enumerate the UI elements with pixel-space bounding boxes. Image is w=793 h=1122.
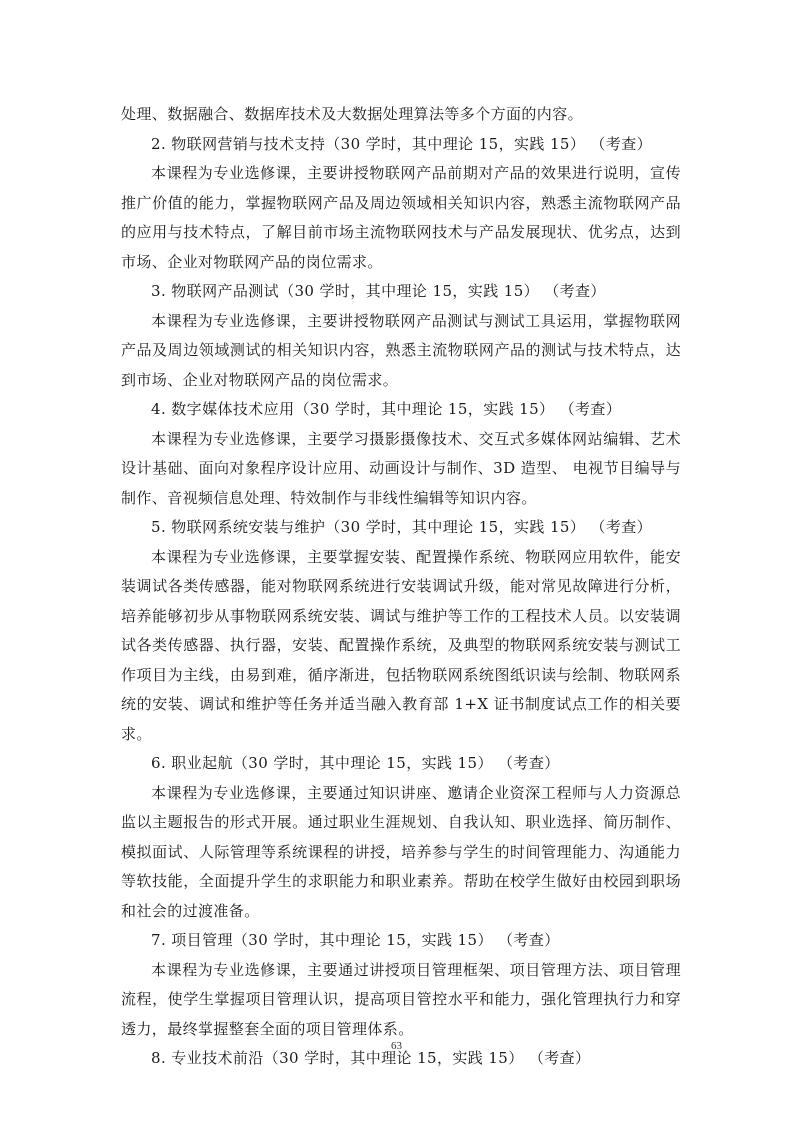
course-3-title: 3. 物联网产品测试（30 学时，其中理论 15，实践 15） （考查） — [151, 282, 606, 300]
course-8-title: 8. 专业技术前沿（30 学时，其中理论 15，实践 15） （考查） — [151, 1049, 591, 1067]
course-4-description: 本课程为专业选修课，主要学习摄影摄像技术、交互式多媒体网站编辑、艺术设计基础、面向对象程序设计应用、动画设计与制作、3D 造型、 电视节目编导与制作、音视频信息处理、特效制作与非线性编辑等知识内容。 — [121, 429, 681, 507]
intro-tail-paragraph: 处理、数据融合、数据库技术及大数据处理算法等多个方面的内容。 — [121, 105, 584, 123]
course-5-title: 5. 物联网系统安装与维护（30 学时，其中理论 15，实践 15） （考查） — [151, 518, 653, 536]
course-5-description: 本课程为专业选修课，主要掌握安装、配置操作系统、物联网应用软件，能安装调试各类传感器，能对物联网系统进行安装调试升级，能对常见故障进行分析，培养能够初步从事物联网系统安装、调试与维护等工作的工程技术人员。以安装调试各类传感器、执行器，安装、配置操作系统，及典型的物联网系统安装与测试工作项目为主线，由易到难，循序渐进，包括物联网系统图纸识读与绘制、物联网系统的安装、调试和维护等任务并适当融入教育部 1+X 证书制度试点工作的相关要求。 — [121, 547, 681, 743]
course-6-title: 6. 职业起航（30 学时，其中理论 15，实践 15） （考查） — [151, 754, 560, 772]
course-2-description: 本课程为专业选修课，主要讲授物联网产品前期对产品的效果进行说明，宣传推广价值的能力，掌握物联网产品及周边领域相关知识内容，熟悉主流物联网产品的应用与技术特点，了解目前市场主流物联网技术与产品发展现状、优劣点，达到市场、企业对物联网产品的岗位需求。 — [121, 164, 681, 271]
course-2-title: 2. 物联网营销与技术支持（30 学时，其中理论 15，实践 15） （考查） — [151, 134, 653, 153]
page-content — [121, 100, 681, 1074]
course-4-title: 4. 数字媒体技术应用（30 学时，其中理论 15，实践 15） （考查） — [151, 400, 622, 418]
page-number: 63 — [391, 1040, 402, 1052]
course-3-description: 本课程为专业选修课，主要讲授物联网产品测试与测试工具运用，掌握物联网产品及周边领域测试的相关知识内容，熟悉主流物联网产品的测试与技术特点，达到市场、企业对物联网产品的岗位需求。 — [121, 311, 681, 389]
course-7-description: 本课程为专业选修课，主要通过讲授项目管理框架、项目管理方法、项目管理流程，使学生掌握项目管理认识，提高项目管控水平和能力，强化管理执行力和穿透力，最终掌握整套全面的项目管理体系。 — [121, 960, 681, 1038]
course-7-title: 7. 项目管理（30 学时，其中理论 15，实践 15） （考查） — [151, 931, 560, 949]
course-6-description: 本课程为专业选修课，主要通过知识讲座、邀请企业资深工程师与人力资源总监以主题报告的形式开展。通过职业生涯规划、自我认知、职业选择、简历制作、模拟面试、人际管理等系统课程的讲授，培养参与学生的时间管理能力、沟通能力等软技能，全面提升学生的求职能力和职业素养。帮助在校学生做好由校园到职场和社会的过渡准备。 — [121, 783, 681, 920]
